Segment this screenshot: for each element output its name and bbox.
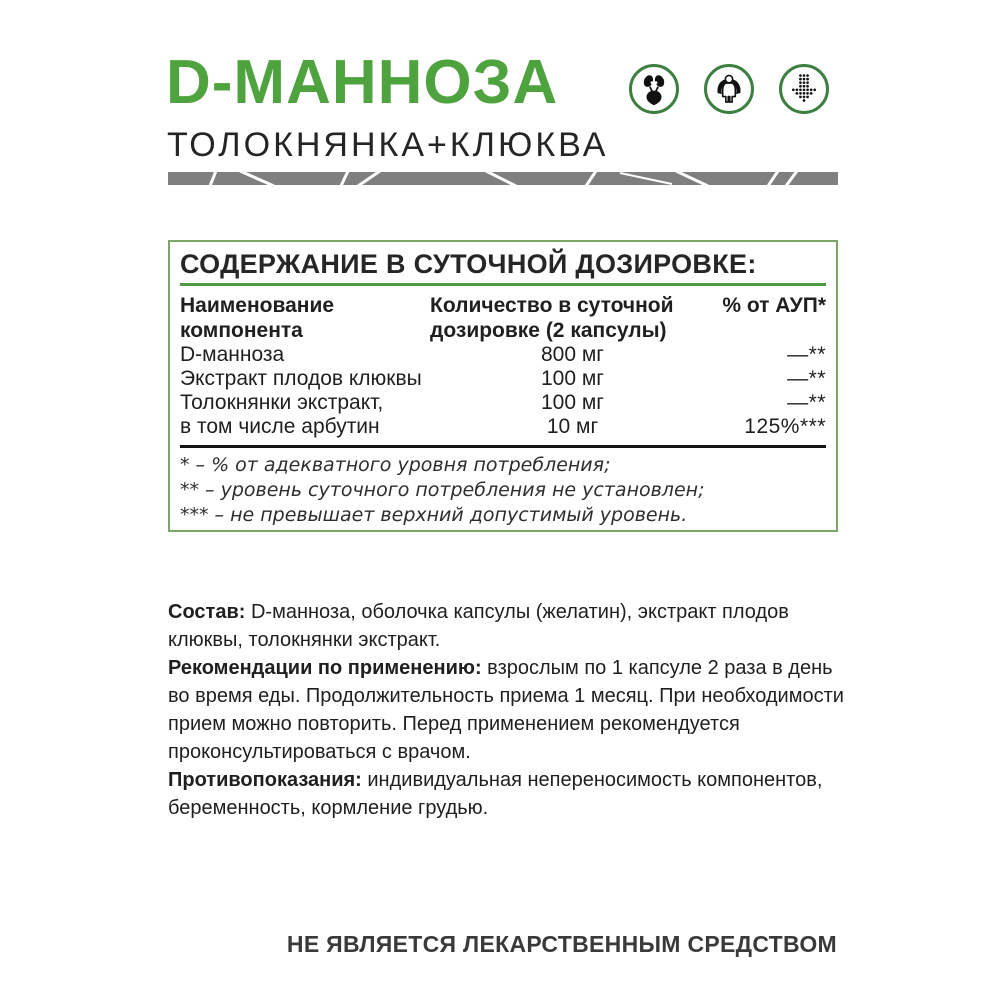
cell-component: D-манноза [180,343,285,366]
product-subtitle: ТОЛОКНЯНКА+КЛЮКВА [167,126,609,164]
usage-text: взрослым по 1 капсуле 2 раза в день во время еды. Продолжительность приема 1 месяц. При необходимости прием можно повторить. Перед применением рекомендуется проконсультироваться с врачом. [168,657,844,763]
col-header-amount: Количество в суточной дозировке (2 капсулы) [430,294,674,342]
cell-amount: 100 мг [541,367,604,390]
cell-component: в том числе арбутин [180,415,380,438]
contraindications-label: Противопоказания: [168,769,362,791]
dosage-heading: СОДЕРЖАНИЕ В СУТОЧНОЙ ДОЗИРОВКЕ: [180,249,757,279]
footnote-upper-level: *** – не превышает верхний допустимый уровень. [180,504,688,526]
cell-amount: 10 мг [546,415,599,438]
not-a-medicine-note: НЕ ЯВЛЯЕТСЯ ЛЕКАРСТВЕННЫМ СРЕДСТВОМ [286,931,837,957]
contraindications-paragraph [168,766,846,822]
cell-component: Экстракт плодов клюквы [180,367,422,390]
col-header-component: Наименование компонента [180,294,335,342]
composition-text: D-манноза, оболочка капсулы (желатин), экстракт плодов клюквы, толокнянки экстракт. [168,601,789,651]
cell-amount: 800 мг [541,343,604,366]
usage-label: Рекомендации по применению: [168,657,482,679]
footnote-daily-level: ** – уровень суточного потребления не установлен; [180,479,705,501]
info-block [168,598,846,822]
cell-percent: —** [787,343,826,366]
composition-paragraph [168,598,846,654]
cell-percent: —** [787,391,826,414]
black-rule [180,445,826,448]
body-figure-icon [704,64,754,114]
green-rule [180,283,826,286]
composition-label: Состав: [168,601,246,623]
cell-percent: 125%*** [744,415,826,438]
page-title: D-МАННОЗА [166,48,559,117]
cell-component: Толокнянки экстракт, [180,391,384,414]
arrow-down-dots-icon [779,64,829,114]
dosage-table [168,240,838,532]
usage-paragraph [168,654,846,766]
col-header-percent: % от АУП* [722,294,826,317]
kidneys-icon [629,64,679,114]
decorative-divider [168,172,838,185]
benefit-icons [629,64,829,114]
contraindications-text: индивидуальная непереносимость компонентов, беременность, кормление грудью. [168,769,823,819]
cell-percent: —** [787,367,826,390]
dosage-grid [180,293,826,439]
cell-amount: 100 мг [541,391,604,414]
footnote-aup: * – % от адекватного уровня потребления; [180,454,611,476]
